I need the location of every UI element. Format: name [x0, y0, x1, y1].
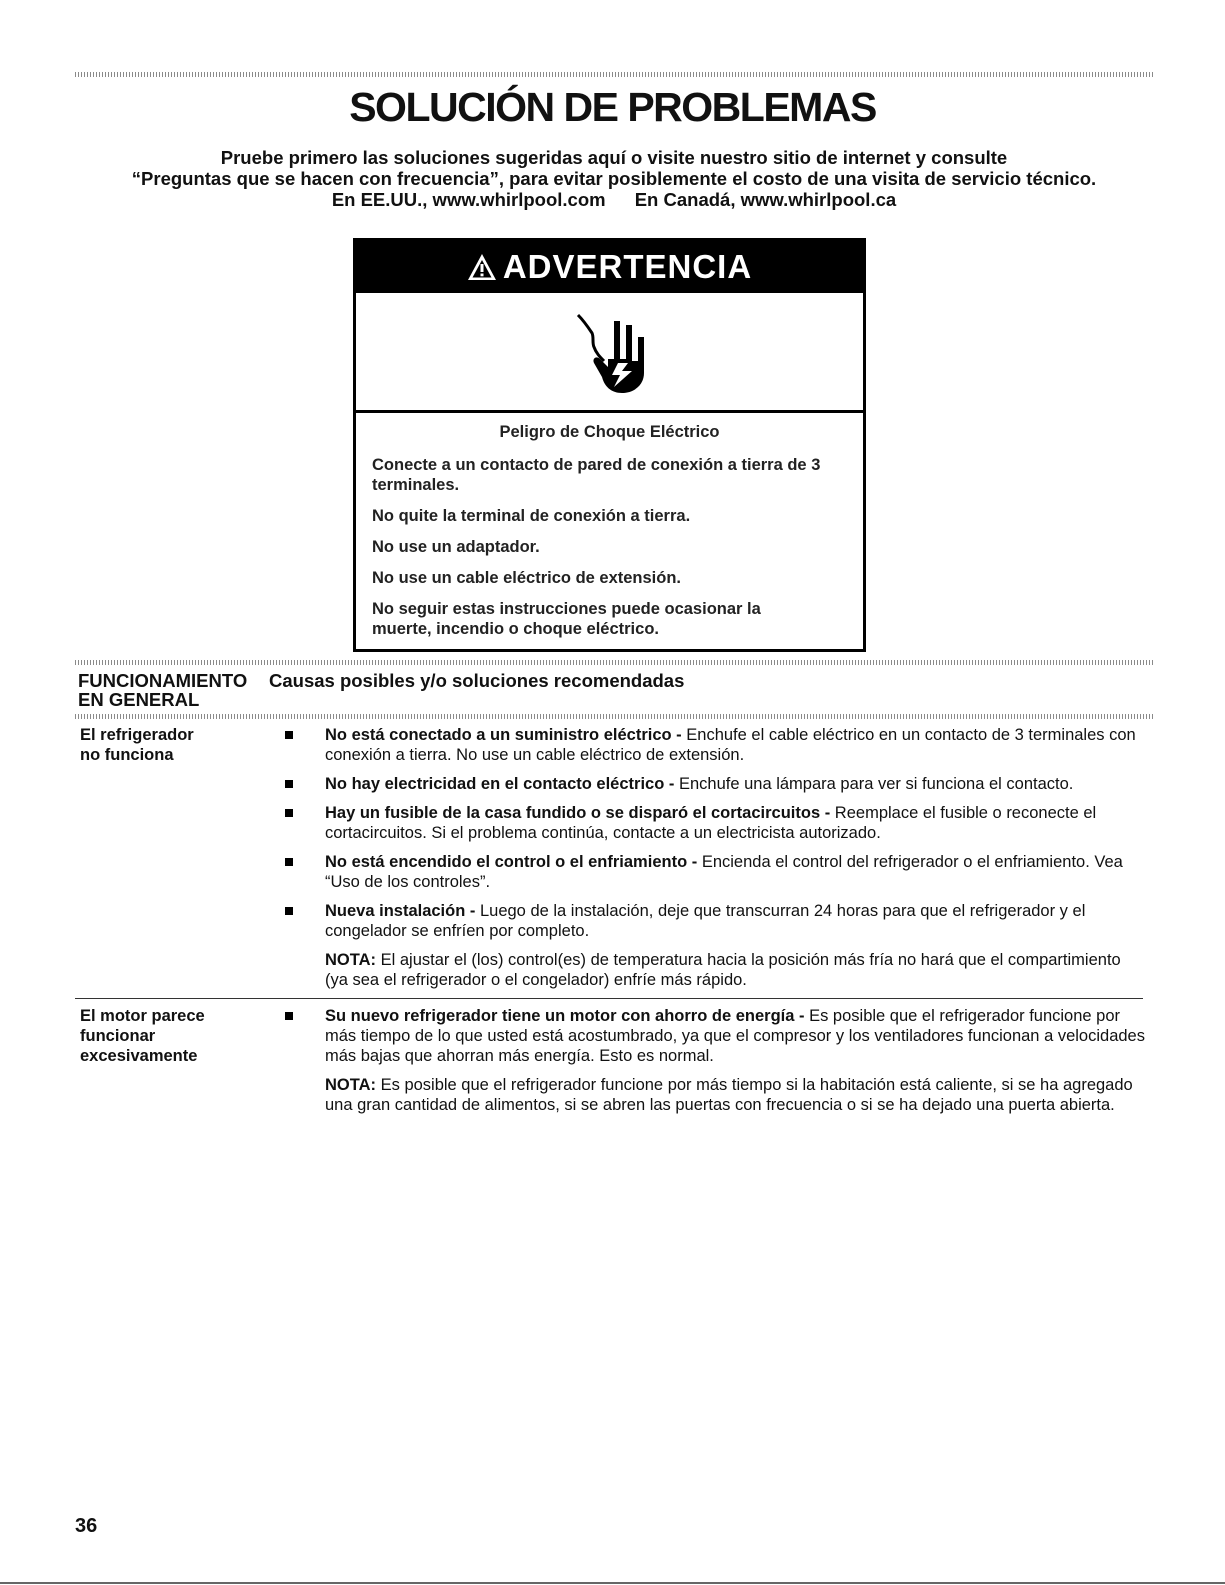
solution-text: Enchufe una lámpara para ver si funciona el contacto.: [674, 775, 1074, 793]
warning-line: No quite la terminal de conexión a tierra.: [372, 507, 691, 525]
problem-line: no funciona: [80, 746, 174, 764]
note-text: Es posible que el refrigerador funcione por más tiempo si la habitación está caliente, si se ha agregado una gran cantidad de alimentos, si se abren las puertas con frecuencia o si se ha dejado una puerta abierta.: [325, 1076, 1133, 1114]
problem-line: excesivamente: [80, 1047, 198, 1065]
list-item: [285, 774, 1145, 794]
problem-line: El refrigerador: [80, 726, 194, 744]
list-item: [285, 1006, 1145, 1066]
warning-line: No seguir estas instrucciones puede ocasionar la muerte, incendio o choque eléctrico.: [372, 600, 761, 638]
warning-line: No use un adaptador.: [372, 538, 540, 556]
list-item: [285, 725, 1145, 765]
solution-list: [285, 725, 1145, 999]
top-hatched-rule: [75, 72, 1153, 77]
intro-line-1: Pruebe primero las soluciones sugeridas aquí o visite nuestro sitio de internet y consulte: [220, 147, 1008, 168]
solution-text: Enchufe el cable eléctrico en un contacto de 3 terminales con conexión a tierra. No use un cable eléctrico de extensión.: [325, 726, 1136, 764]
intro-line-2: “Preguntas que se hacen con frecuencia”, para evitar posiblemente el costo de una visita de servicio técnico.: [131, 168, 1097, 189]
problem-label: [80, 1006, 205, 1066]
page-number: 36: [75, 1515, 98, 1537]
warning-line: Conecte a un contacto de pared de conexión a tierra de 3 terminales.: [372, 456, 821, 494]
warning-line: No use un cable eléctrico de extensión.: [372, 569, 682, 587]
intro-websites: [75, 189, 1153, 210]
bullet-square-icon: [285, 907, 293, 915]
solution-text: Reemplace el fusible o reconecte el cortacircuitos. Si el problema continúa, contacte a un electricista autorizado.: [325, 804, 1097, 842]
cause-label: No hay electricidad en el contacto eléctrico -: [325, 775, 675, 793]
cause-label: Hay un fusible de la casa fundido o se disparó el cortacircuitos -: [325, 804, 831, 822]
bullet-square-icon: [285, 780, 293, 788]
problem-line: El motor parece: [80, 1007, 205, 1025]
warning-body: [356, 413, 863, 639]
warning-triangle-icon: [467, 253, 497, 281]
website-canada[interactable]: En Canadá, www.whirlpool.ca: [634, 189, 897, 210]
problem-line: funcionar: [80, 1027, 156, 1045]
cause-label: No está conectado a un suministro eléctrico -: [325, 726, 682, 744]
cause-label: Su nuevo refrigerador tiene un motor con ahorro de energía -: [325, 1007, 805, 1025]
warning-danger-title: Peligro de Choque Eléctrico: [499, 423, 720, 441]
warning-header: [356, 241, 863, 293]
category-line-1: FUNCIONAMIENTO: [78, 670, 248, 691]
category-line-2: EN GENERAL: [78, 689, 200, 710]
column-header-category: [78, 671, 247, 709]
warning-heading: ADVERTENCIA: [502, 248, 753, 285]
note-text: El ajustar el (los) control(es) de temperatura hacia la posición más fría no hará que el compartimiento (ya sea el refrigerador o el congelador) enfríe más rápido.: [325, 951, 1121, 989]
electric-shock-hand-icon: [570, 307, 650, 397]
table-header-hatched-rule: [75, 714, 1153, 719]
cause-label: No está encendido el control o el enfriamiento -: [325, 853, 698, 871]
bottom-edge-line: [0, 1582, 1225, 1584]
note: [285, 1075, 1145, 1115]
list-item: [285, 803, 1145, 843]
page-title: SOLUCIÓN DE PROBLEMAS: [349, 84, 876, 130]
intro-text: [75, 147, 1153, 210]
website-us[interactable]: En EE.UU., www.whirlpool.com: [331, 189, 606, 210]
bullet-square-icon: [285, 858, 293, 866]
solution-text: Encienda el control del refrigerador o el enfriamiento. Vea “Uso de los controles”.: [325, 853, 1123, 891]
bullet-square-icon: [285, 809, 293, 817]
list-item: [285, 852, 1145, 892]
note: [285, 950, 1145, 990]
warning-box: [353, 238, 866, 652]
cause-label: Nueva instalación -: [325, 902, 476, 920]
shock-icon-area: [356, 293, 863, 413]
solution-list: [285, 1006, 1145, 1124]
bullet-square-icon: [285, 1012, 293, 1020]
column-header-solutions: Causas posibles y/o soluciones recomendadas: [269, 670, 685, 691]
bullet-square-icon: [285, 731, 293, 739]
note-label: NOTA:: [325, 1076, 377, 1094]
list-item: [285, 901, 1145, 941]
row-divider: [75, 998, 1143, 999]
table-top-hatched-rule: [75, 660, 1153, 665]
solution-text: Luego de la instalación, deje que transcurran 24 horas para que el refrigerador y el congelador se enfríen por completo.: [325, 902, 1086, 940]
solution-text: Es posible que el refrigerador funcione por más tiempo de lo que usted está acostumbrado, ya que el compresor y los ventiladores funcionan a velocidades más bajas que ahorran más energía. Esto es normal.: [325, 1007, 1145, 1065]
problem-label: [80, 725, 194, 765]
note-label: NOTA:: [325, 951, 377, 969]
